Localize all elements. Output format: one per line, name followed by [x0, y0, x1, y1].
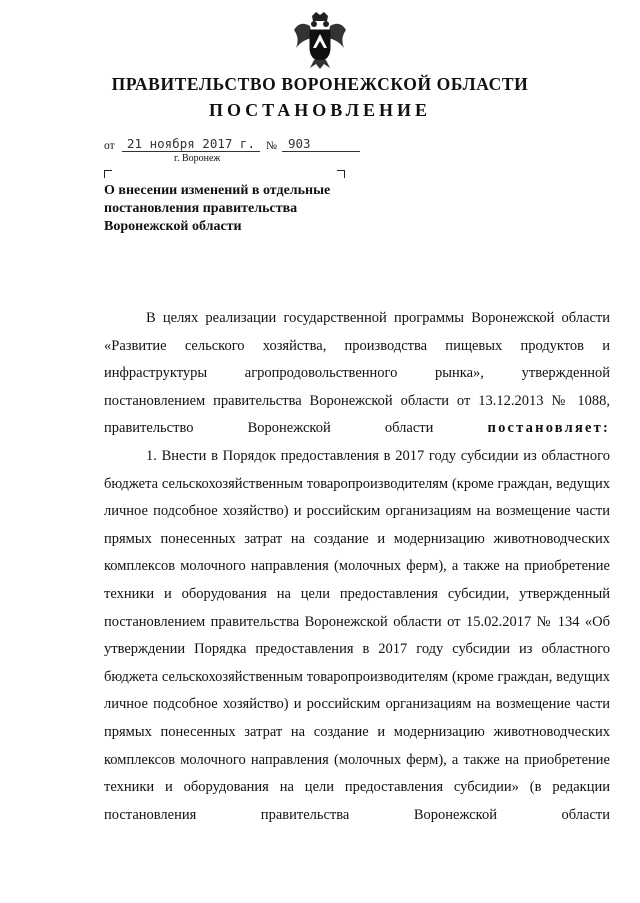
number-prefix: №	[266, 140, 277, 152]
paragraph-item-1: 1. Внести в Порядок предоставления в 2017 году субсидии из областного бюджета сельскохозяйственным товаропроизводителям (кроме граждан, ведущих личное подсобное хозяйство) и российским организациям на возмещение части прямых понесенных затрат на создание и модернизацию животноводческих комплексов молочного направления (молочных ферм), а также на приобретение техники и оборудования на цели предоставления субсидии, утвержденный постановлением правительства Воронежской области от 15.02.2017 № 134 «Об утверждении Порядка предоставления в 2017 году субсидии из областного бюджета сельскохозяйственным товаропроизводителям (кроме граждан, ведущих личное подсобное хозяйство) и российским организациям на возмещение части прямых понесенных затрат на создание и модернизацию животноводческих комплексов молочного направления (молочных ферм), а также на приобретение техники и оборудования на цели предоставления субсидии» (в редакции постановления правительства Воронежской области	[104, 447, 610, 823]
subject-corner-left	[104, 170, 112, 178]
document-type: ПОСТАНОВЛЕНИЕ	[208, 100, 432, 120]
date-prefix: от	[104, 140, 115, 152]
document-subject: О внесении изменений в отдельные постановления правительства Воронежской области	[104, 183, 331, 234]
document-date: 21 ноября 2017 г.	[122, 136, 260, 152]
paragraph-preamble	[104, 305, 610, 443]
preamble-text: В целях реализации государственной программы Воронежской области «Развитие сельского хозяйства, производства пищевых продуктов и инфраструктуры агропродовольственного рынка», утвержденной постановлением правительства Воронежской области от 13.12.2013 № 1088, правительство Воронежской области	[104, 310, 610, 437]
document-city: г. Воронеж	[174, 153, 221, 164]
document-body	[104, 305, 610, 829]
document-meta	[104, 135, 364, 175]
organization-name: ПРАВИТЕЛЬСТВО ВОРОНЕЖСКОЙ ОБЛАСТИ	[111, 74, 529, 94]
coat-of-arms-icon	[292, 10, 348, 70]
subject-corner-right	[337, 170, 345, 178]
resolution-word: постановляет:	[487, 420, 610, 437]
document-number: 903	[282, 136, 360, 152]
